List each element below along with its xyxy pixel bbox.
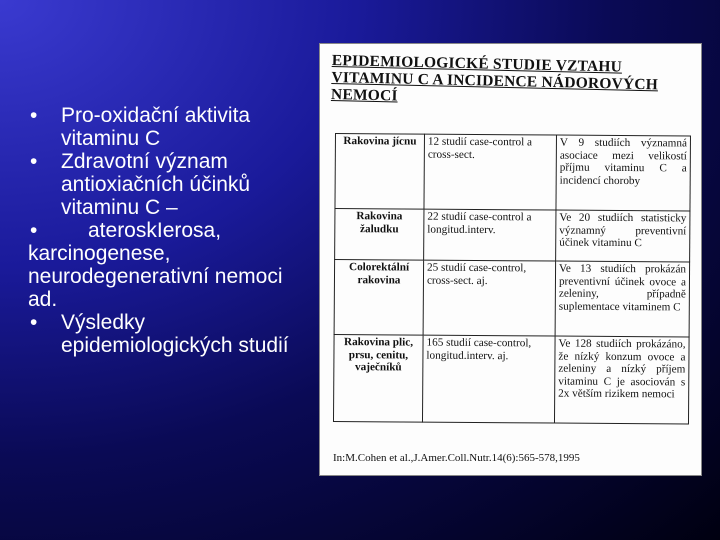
bullet-list [28, 104, 313, 357]
studies-cell: 12 studií case-control a cross-sect. [424, 134, 557, 210]
bullet-text: Pro-oxidační aktivita vitaminu C [61, 104, 251, 150]
result-cell: V 9 studiích významná asociace mezi velikostí příjmu vitaminu C a incidencí choroby [556, 135, 691, 211]
bullet-text: Výsledky epidemiologických studií [61, 311, 289, 357]
table-row [335, 134, 691, 211]
reference-citation: In:M.Cohen et al.,J.Amer.Coll.Nutr.14(6):565-578,1995 [333, 452, 580, 464]
scan-title: EPIDEMIOLOGICKÉ STUDIE VZTAHU VITAMINU C A INCIDENCE NÁDOROVÝCH NEMOCÍ [330, 52, 659, 105]
result-cell: Ve 20 studiích statisticky významný preventivní účinek vitaminu C [556, 210, 690, 262]
studies-cell: 22 studií case-control a longitud.interv. [424, 209, 556, 261]
studies-table [333, 133, 691, 424]
cancer-cell: Colorektální rakovina [334, 260, 424, 336]
cancer-cell: Rakovina plic, prsu, cenitu, vaječníků [333, 334, 423, 422]
bullet-item-2 [28, 150, 313, 219]
bullet-marker: • [30, 219, 38, 242]
studies-cell: 165 studií case-control, longitud.interv. aj. [422, 335, 555, 423]
result-cell: Ve 128 studiích prokázáno, že nízký konzum ovoce a zeleniny a nízký příjem vitaminu C je asociován s 2x větším rizikem nemoci [554, 336, 689, 424]
cancer-cell: Rakovina jícnu [335, 134, 425, 210]
table-row [335, 209, 690, 262]
bullet-text: Zdravotní význam antioxiačních účinků vitaminu C – [61, 150, 251, 219]
bullet-text: ateroskIerosa, karcinogenese, neurodegenerativní nemoci ad. [28, 219, 283, 311]
studies-cell: 25 studií case-control, cross-sect. aj. [423, 260, 556, 336]
bullet-marker: • [30, 104, 38, 127]
table-row [334, 260, 690, 337]
bullet-item-4 [28, 311, 313, 357]
table-row [333, 334, 689, 423]
bullet-item-3 [28, 219, 313, 311]
bullet-marker: • [30, 311, 38, 334]
result-cell: Ve 13 studiích prokázán preventivní účinek ovoce a zeleniny, případně suplementace vitaminem C [555, 261, 690, 337]
bullet-marker: • [30, 150, 38, 173]
cancer-cell: Rakovina žaludku [335, 209, 424, 261]
scanned-table-image [319, 43, 702, 476]
bullet-item-1 [28, 104, 313, 150]
